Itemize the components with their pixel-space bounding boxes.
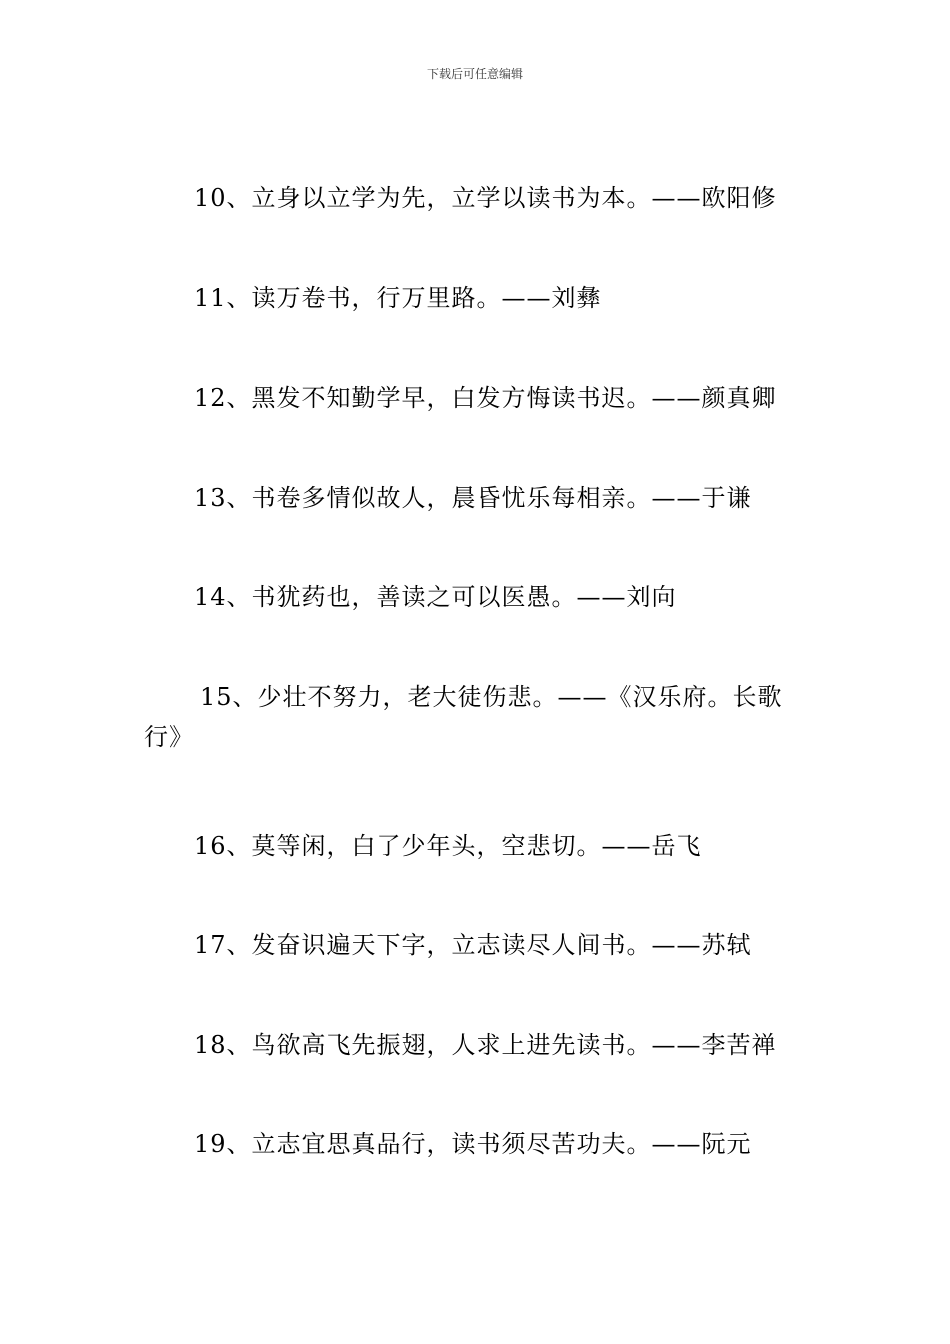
- quote-13: 13、书卷多情似故人，晨昏忧乐每相亲。——于谦: [194, 484, 752, 512]
- quote-11: 11、读万卷书，行万里路。——刘彝: [194, 284, 602, 312]
- quote-10: 10、立身以立学为先，立学以读书为本。——欧阳修: [194, 184, 777, 212]
- page-header-note: 下载后可任意编辑: [426, 67, 523, 81]
- quote-17: 17、发奋识遍天下字，立志读尽人间书。——苏轼: [194, 931, 752, 959]
- quote-19: 19、立志宜思真品行，读书须尽苦功夫。——阮元: [194, 1130, 752, 1158]
- quote-14: 14、书犹药也，善读之可以医愚。——刘向: [194, 583, 677, 611]
- quote-18: 18、鸟欲高飞先振翅，人求上进先读书。——李苦禅: [194, 1031, 777, 1059]
- quote-12: 12、黑发不知勤学早，白发方悔读书迟。——颜真卿: [194, 384, 777, 412]
- quote-15: 15、少壮不努力，老大徒伤悲。——《汉乐府。长歌行》: [144, 683, 783, 751]
- quote-16: 16、莫等闲，白了少年头，空悲切。——岳飞: [194, 832, 702, 860]
